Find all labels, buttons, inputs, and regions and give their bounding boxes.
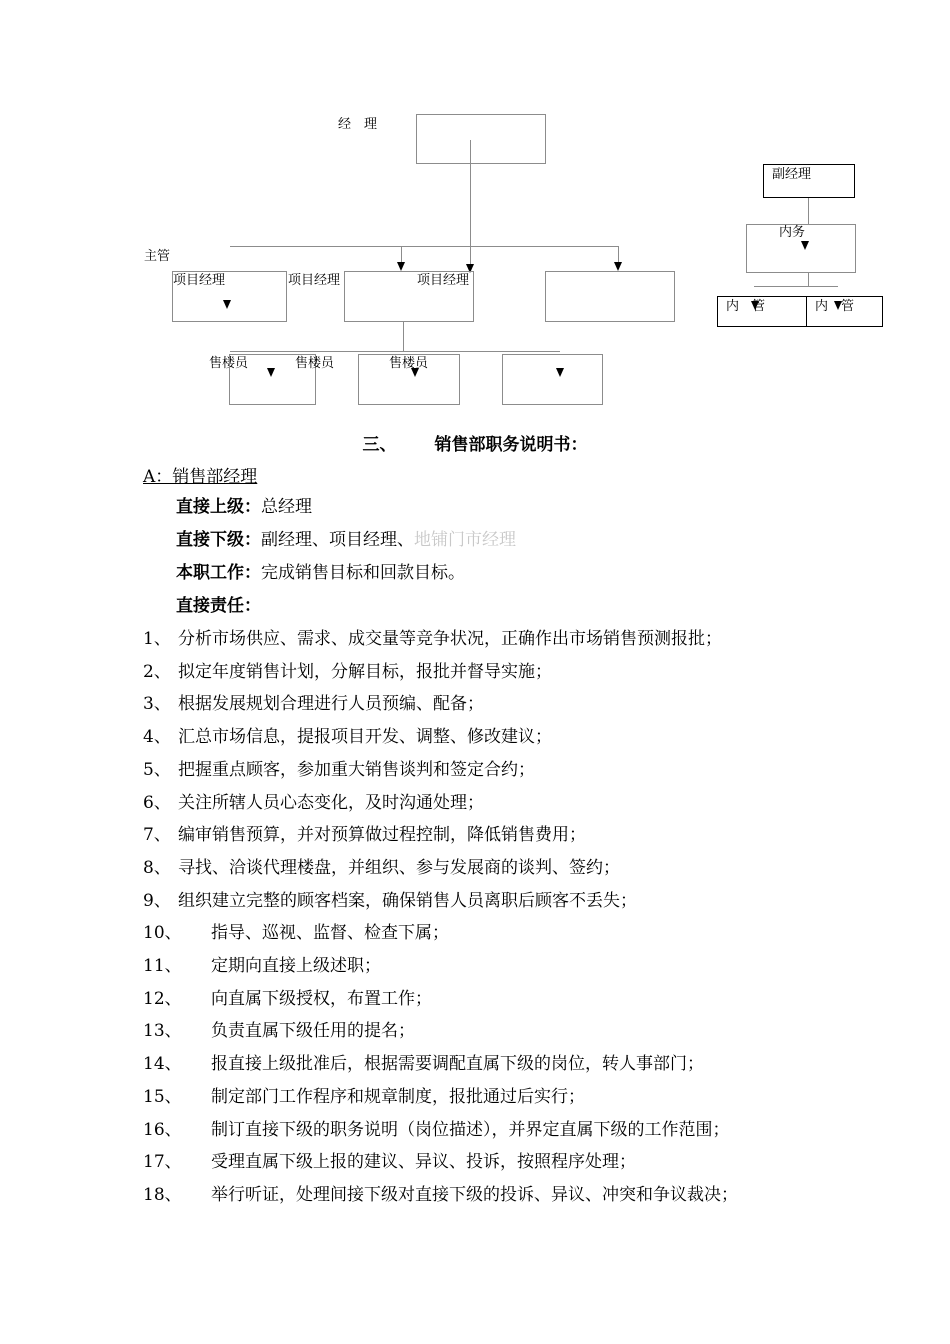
arrow-down-icon [556,368,564,377]
list-item-number: 9、 [143,890,171,911]
internal-manage-label: 内 管 [815,299,855,314]
list-item-text: 负责直属下级任用的提名； [211,1021,415,1042]
arrow-down-icon [411,368,419,377]
list-item-text: 组织建立完整的顾客档案，确保销售人员离职后顾客不丢失； [178,890,637,911]
list-item [143,988,432,1010]
project-manager-label: 项目经理 [173,273,226,288]
list-item [143,1053,704,1075]
responsibility-label: 直接责任： [176,596,261,616]
superior-field [176,496,312,518]
list-item-text: 报直接上级批准后，根据需要调配直属下级的岗位，转人事部门； [211,1054,704,1075]
subordinate-label: 直接下级： [176,530,261,550]
list-item-text: 关注所辖人员心态变化，及时沟通处理； [178,792,484,813]
list-item [143,759,535,781]
section-title-text: 销售部职务说明书： [434,435,588,455]
list-item [143,1020,415,1042]
list-item-text: 制定部门工作程序和规章制度，报批通过后实行； [211,1086,585,1107]
list-item [143,693,484,715]
superior-value: 总经理 [261,497,312,517]
duty-value: 完成销售目标和回款目标。 [261,563,465,583]
section-number: 三、 [362,435,397,455]
internal-affairs-label: 内务 [779,225,806,240]
manager-label: 经 理 [338,117,378,132]
list-item [143,628,722,650]
list-item [143,824,586,846]
list-item-number: 15、 [143,1086,182,1107]
sales-staff-label: 售楼员 [389,356,429,371]
project-manager-label: 项目经理 [288,273,341,288]
connector-line [230,246,618,247]
list-item [143,955,381,977]
internal-manage-label: 内 管 [726,299,766,314]
project-manager-label: 项目经理 [417,273,470,288]
list-item-number: 13、 [143,1021,182,1042]
section-title [0,430,950,455]
list-item [143,1086,585,1108]
list-item-text: 拟定年度销售计划，分解目标，报批并督导实施； [178,661,552,682]
duty-field [176,562,465,584]
subordinate-field [176,529,516,551]
list-item-text: 编审销售预算，并对预算做过程控制，降低销售费用； [178,825,586,846]
list-item [143,857,620,879]
connector-line [230,351,560,352]
arrow-down-icon [223,300,231,309]
arrow-down-icon [834,301,842,310]
list-item-number: 5、 [143,759,171,780]
list-item-text: 举行听证，处理间接下级对直接下级的投诉、异议、冲突和争议裁决； [211,1184,738,1205]
sales-staff-label: 售楼员 [209,356,249,371]
list-item-number: 17、 [143,1152,182,1173]
manager-box [416,114,546,164]
list-item-text: 定期向直接上级述职； [211,956,381,976]
list-item-text: 制订直接下级的职务说明（岗位描述），并界定直属下级的工作范围； [211,1119,730,1140]
list-item-text: 寻找、洽谈代理楼盘，并组织、参与发展商的谈判、签约； [178,857,620,878]
superior-label: 直接上级： [176,497,261,517]
subordinate-gray-value: 地铺门市经理 [414,530,516,550]
list-item-text: 向直属下级授权，布置工作； [211,988,432,1009]
list-item-number: 3、 [143,694,171,715]
blank-box [545,271,675,322]
list-item-text: 把握重点顾客，参加重大销售谈判和签定合约； [178,759,535,780]
connector-line [403,322,404,352]
subordinate-value: 副经理、项目经理、 [261,530,414,550]
list-item-number: 11、 [143,956,182,976]
list-item [143,792,484,814]
list-item-number: 1、 [143,629,171,649]
arrow-down-icon [614,262,622,271]
list-item-number: 14、 [143,1054,182,1075]
connector-line [808,198,809,224]
list-item [143,890,637,912]
list-item [143,1151,636,1173]
supervisor-label: 主管 [144,249,171,264]
list-item-number: 2、 [143,661,171,682]
list-item-text: 汇总市场信息，提报项目开发、调整、修改建议； [178,727,552,748]
list-item-text: 根据发展规划合理进行人员预编、配备； [178,694,484,715]
list-item-number: 6、 [143,792,171,813]
list-item [143,726,552,748]
arrow-down-icon [267,368,275,377]
blank-box [502,354,603,405]
subsection-heading: A：销售部经理 [143,467,258,487]
list-item-number: 16、 [143,1119,182,1140]
list-item-text: 受理直属下级上报的建议、异议、投诉，按照程序处理； [211,1152,636,1173]
list-item-text: 分析市场供应、需求、成交量等竞争状况，正确作出市场销售预测报批； [178,629,722,649]
list-item-number: 8、 [143,857,171,878]
list-item-number: 10、 [143,923,182,944]
list-item [143,1119,730,1141]
list-item-number: 12、 [143,988,182,1009]
deputy-manager-label: 副经理 [772,167,812,182]
list-item [143,1184,738,1206]
list-item-number: 7、 [143,825,171,846]
connector-line [754,286,838,287]
arrow-down-icon [751,301,759,310]
list-item [143,661,552,683]
connector-line [470,140,471,270]
list-item-text: 指导、巡视、监督、检查下属； [211,923,449,944]
list-item-number: 18、 [143,1184,182,1205]
list-item-number: 4、 [143,727,171,748]
duty-label: 本职工作： [176,563,261,583]
arrow-down-icon [397,262,405,271]
connector-line [808,273,809,287]
sales-staff-label: 售楼员 [295,356,335,371]
arrow-down-icon [801,241,809,250]
list-item [143,922,449,944]
